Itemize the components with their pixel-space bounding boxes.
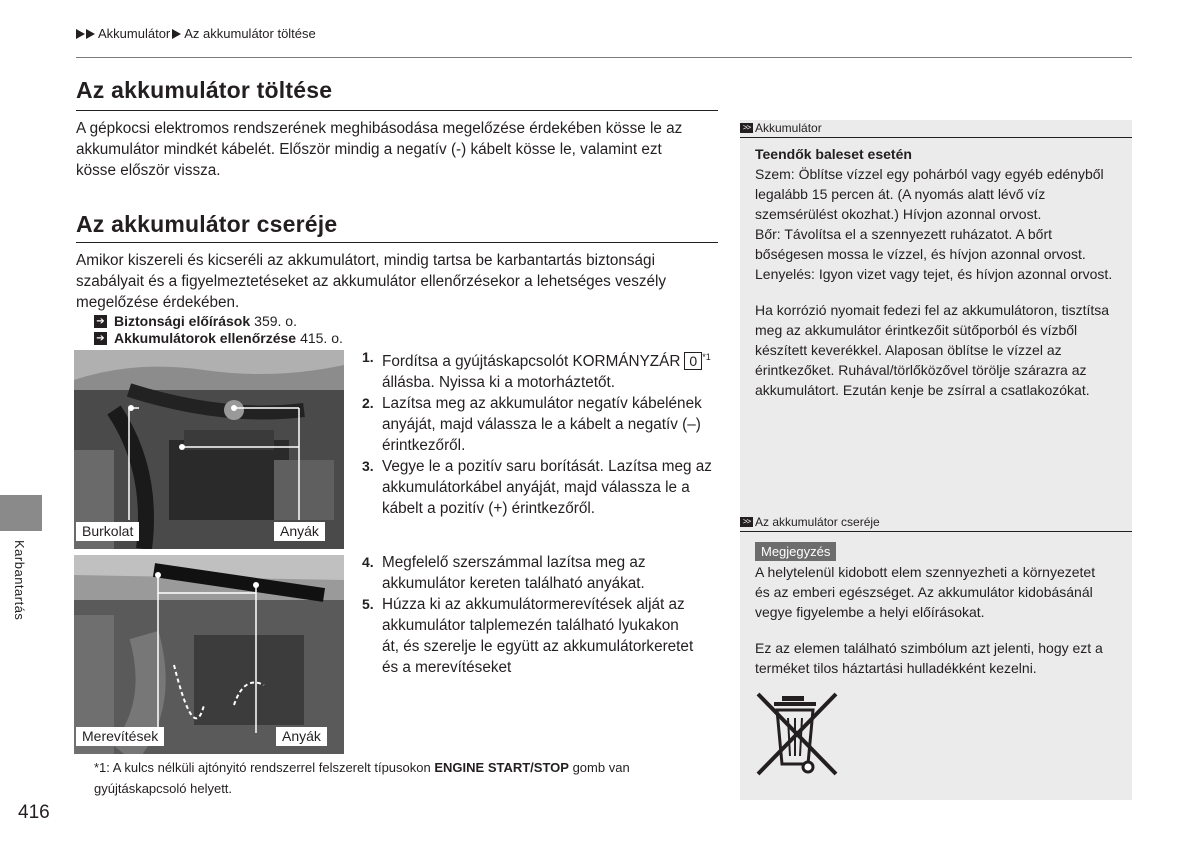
step-line: és a merevítéseket <box>382 659 512 676</box>
paragraph-line: akkumulátort. Ezután kenje be zsírral a csatlakozókat. <box>755 382 1090 398</box>
photo-label-cover: Burkolat <box>76 522 139 541</box>
step-text <box>382 552 722 594</box>
photo-label-nuts: Anyák <box>276 727 327 746</box>
paragraph-line: legalább 15 percen át. (A nyomás alatt lévő víz <box>755 186 1046 202</box>
ref-title: Biztonsági előírások <box>114 313 251 329</box>
symbol-block <box>755 638 1125 678</box>
step-line: állásba. Nyissa ki a motorháztetőt. <box>382 374 615 392</box>
paragraph-line: Amikor kiszereli és kicseréli az akkumulátort, mindig tartsa be karbantartás biztonsági <box>76 252 655 269</box>
section-title-replacement: Az akkumulátor cseréje <box>76 211 338 237</box>
engine-illustration <box>74 350 344 549</box>
paragraph-line: Bőr: Távolítsa el a szennyezett ruházatot. A bőrt <box>755 226 1053 242</box>
charging-paragraph <box>76 118 716 181</box>
paragraph-line: és az emberi egészséget. Az akkumulátor kidobásánál <box>755 584 1093 600</box>
steps-list-a <box>362 347 722 519</box>
paragraph-line: akkumulátor mindkét kábelét. Először mindig a negatív (-) kábelt kösse le, valamint ezt <box>76 141 662 158</box>
step-line: akkumulátor talplemezén található lyukakon <box>382 617 679 634</box>
step-text <box>382 456 722 519</box>
step-line: anyáját, majd válassza le a kábelt a negatív (–) <box>382 416 701 434</box>
paragraph-line: szemsérülést okozhat.) Hívjon azonnal orvost. <box>755 206 1042 222</box>
step-line: át, és szerelje le együtt az akkumulátorkeretet <box>382 638 694 655</box>
chapter-label: Karbantartás <box>12 540 27 621</box>
replacement-paragraph <box>76 250 716 313</box>
step-line: akkumulátorkábel anyáját, majd válassza le a <box>382 479 690 497</box>
note-badge: Megjegyzés <box>755 542 836 561</box>
step-number: 2. <box>362 395 374 412</box>
section-divider <box>76 242 718 243</box>
page-number: 416 <box>18 802 50 823</box>
list-item <box>362 347 722 393</box>
engine-illustration <box>74 555 344 754</box>
footnote-bold: ENGINE START/STOP <box>434 760 569 775</box>
step-line: Vegye le a pozitív saru borítását. Lazítsa meg az <box>382 458 712 476</box>
section-title-charging: Az akkumulátor töltése <box>76 77 333 103</box>
step-text <box>382 594 722 678</box>
panel-header-label: Az akkumulátor cseréje <box>755 515 880 529</box>
paragraph-line: Lenyelés: Igyon vizet vagy tejet, és hívjon azonnal orvost. <box>755 266 1113 282</box>
chapter-tab <box>0 495 42 531</box>
cross-reference-battery-check[interactable] <box>94 330 343 346</box>
panel-header-label: Akkumulátor <box>755 121 822 135</box>
emergency-block <box>755 144 1125 284</box>
ref-page: 359. o. <box>254 313 297 329</box>
paragraph-line: A gépkocsi elektromos rendszerének meghibásodása megelőzése érdekében kösse le az <box>76 120 683 137</box>
photo-label-nuts: Anyák <box>274 522 325 541</box>
list-item <box>362 393 722 456</box>
step-number: 5. <box>362 596 374 612</box>
breadcrumb-arrow-icon <box>86 29 95 39</box>
paragraph-line: szabályait és a figyelmeztetéseket az akkumulátor ellenőrzésekor a lehetséges veszély <box>76 273 667 290</box>
step-number: 4. <box>362 554 374 570</box>
paragraph-line: készített keverékkel. Alaposan öblítse le vízzel az <box>755 342 1062 358</box>
footnote-marker: *1 <box>702 352 711 362</box>
list-item <box>362 552 722 594</box>
footnote-text: gyújtáskapcsoló helyett. <box>94 781 233 796</box>
step-line: Fordítsa a gyújtáskapcsolót KORMÁNYZÁR <box>382 353 681 371</box>
paragraph-line: Ha korrózió nyomait fedezi fel az akkumulátoron, tisztítsa <box>755 302 1110 318</box>
step-number: 1. <box>362 349 374 365</box>
note-block <box>755 562 1125 622</box>
double-arrow-icon: >> <box>740 123 753 133</box>
list-item <box>362 594 722 678</box>
footnote <box>94 757 714 799</box>
cross-reference-safety[interactable] <box>94 313 297 329</box>
footnote-text: *1: A kulcs nélküli ajtónyitó rendszerrel felszerelt típusokon <box>94 760 431 775</box>
arrow-ref-icon: ➔ <box>94 315 107 328</box>
paragraph-line: terméket tilos háztartási hulladékként kezelni. <box>755 660 1037 676</box>
step-text <box>382 393 722 456</box>
panel-header-replacement <box>740 515 1132 532</box>
step-line: Lazítsa meg az akkumulátor negatív kábelének <box>382 395 702 413</box>
step-number: 3. <box>362 458 374 475</box>
step-line: Megfelelő szerszámmal lazítsa meg az <box>382 554 646 571</box>
section-divider <box>76 110 718 111</box>
paragraph-line: kösse először vissza. <box>76 162 221 179</box>
step-line: Húzza ki az akkumulátormerevítések alját az <box>382 596 685 613</box>
ref-page: 415. o. <box>300 330 343 346</box>
paragraph-line: vegye figyelembe a helyi előírásokat. <box>755 604 985 620</box>
corrosion-block <box>755 300 1125 400</box>
breadcrumb-level2[interactable]: Az akkumulátor töltése <box>184 26 316 41</box>
header-divider <box>76 57 1132 58</box>
paragraph-line: meg az akkumulátor érintkezőit sütőporból és vízből <box>755 322 1078 338</box>
breadcrumb-separator-icon <box>172 29 181 39</box>
paragraph-line: Ez az elemen található szimbólum azt jelenti, hogy ezt a <box>755 640 1103 656</box>
paragraph-line: megelőzése érdekében. <box>76 294 240 311</box>
steps-list-b <box>362 552 722 678</box>
breadcrumb-level1[interactable]: Akkumulátor <box>98 26 171 41</box>
engine-photo-bottom <box>74 555 344 754</box>
photo-label-braces: Merevítések <box>76 727 164 746</box>
double-arrow-icon: >> <box>740 517 753 527</box>
list-item <box>362 456 722 519</box>
emergency-title: Teendők baleset esetén <box>755 146 912 162</box>
footnote-text: gomb van <box>572 760 630 775</box>
step-line: kábelt a pozitív (+) érintkezőről. <box>382 500 595 518</box>
paragraph-line: Szem: Öblítse vízzel egy pohárból vagy egyéb edényből <box>755 166 1104 182</box>
breadcrumb <box>76 26 316 41</box>
panel-header-battery <box>740 121 1132 138</box>
paragraph-line: bőségesen mossa le vízzel, és hívjon azonnal orvost. <box>755 246 1086 262</box>
breadcrumb-arrow-icon <box>76 29 85 39</box>
paragraph-line: érintkezőket. Ruhával/törlőközővel törölje szárazra az <box>755 362 1087 378</box>
engine-photo-top <box>74 350 344 549</box>
step-line: akkumulátor kereten található anyákat. <box>382 575 645 592</box>
step-text <box>382 347 722 393</box>
paragraph-line: A helytelenül kidobott elem szennyezheti a környezetet <box>755 564 1096 580</box>
key-position-box: 0 <box>684 352 702 370</box>
step-line: érintkezőről. <box>382 437 466 455</box>
arrow-ref-icon: ➔ <box>94 332 107 345</box>
ref-title: Akkumulátorok ellenőrzése <box>114 330 297 346</box>
crossed-bin-icon <box>752 690 842 780</box>
